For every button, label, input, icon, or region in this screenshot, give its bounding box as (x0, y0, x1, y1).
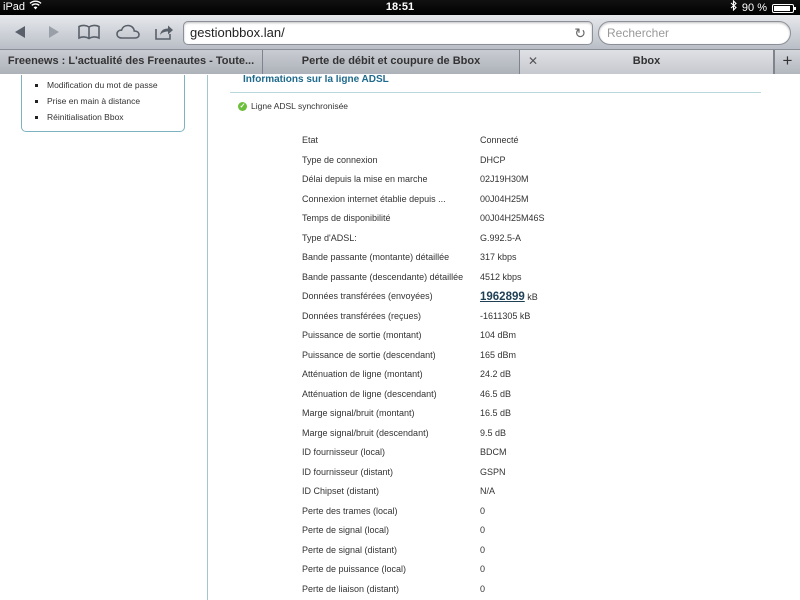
info-label: Bande passante (descendante) détaillée (302, 271, 464, 282)
info-label: Perte de signal (distant) (302, 544, 398, 555)
new-tab-button[interactable]: + (774, 50, 800, 74)
info-label: Type d'ADSL: (302, 232, 357, 243)
sync-status (238, 101, 348, 111)
forward-icon[interactable] (42, 19, 66, 45)
tab-bar (0, 50, 800, 74)
info-value: 24.2 dB (480, 369, 512, 379)
info-label: Type de connexion (302, 154, 378, 165)
info-label: Puissance de sortie (descendant) (302, 349, 436, 360)
info-value: 16.5 dB (480, 408, 512, 418)
info-label: ID fournisseur (local) (302, 447, 386, 457)
search-input[interactable] (598, 21, 791, 45)
info-value: 165 dBm (480, 349, 517, 360)
info-label: Etat (302, 135, 319, 145)
info-label: ID Chipset (distant) (302, 486, 380, 496)
sidebar-item-password[interactable]: Modification du mot de passe (22, 77, 184, 93)
sent-bytes-value: 1962899 (480, 291, 525, 303)
info-label: Délai depuis la mise en marche (302, 174, 428, 184)
battery-level (774, 6, 790, 11)
info-value: 4512 kbps (480, 271, 522, 282)
check-icon: ✓ (239, 102, 246, 110)
web-content (0, 75, 800, 600)
reload-icon[interactable]: ↻ (574, 25, 586, 41)
tab-perte-debit[interactable] (263, 50, 520, 74)
info-label: Puissance de sortie (montant) (302, 330, 422, 340)
device-name: iPad (3, 1, 26, 13)
battery-percent: 90 % (741, 1, 767, 14)
bluetooth-icon (730, 0, 737, 16)
info-value: -1611305 kB (480, 310, 531, 321)
info-value: 104 dBm (480, 330, 517, 340)
tab-freenews[interactable] (0, 50, 263, 74)
info-label: Perte de signal (local) (302, 525, 390, 535)
section-divider (230, 92, 761, 93)
info-label: ID fournisseur (distant) (302, 466, 394, 477)
sent-bytes-unit: kB (527, 292, 538, 302)
sync-status-text: Ligne ADSL synchronisée (251, 101, 349, 111)
sidebar-item-reset[interactable]: Réinitialisation Bbox (22, 109, 184, 125)
info-value: G.992.5-A (480, 232, 522, 243)
info-value: 0 (480, 525, 486, 535)
info-value: 46.5 dB (480, 388, 512, 399)
info-value: Connecté (480, 135, 519, 145)
info-value: 0 (480, 505, 486, 516)
info-label: Données transférées (reçues) (302, 310, 422, 321)
info-value: 0 (480, 544, 486, 555)
tab-bbox[interactable] (520, 50, 774, 74)
info-value (480, 291, 538, 303)
adsl-info-panel (207, 75, 760, 600)
info-label: Données transférées (envoyées) (302, 291, 433, 301)
clock: 18:51 (385, 1, 415, 13)
search-placeholder: Rechercher (607, 26, 670, 40)
info-value: 0 (480, 564, 486, 574)
battery-icon (772, 4, 794, 13)
share-icon[interactable] (152, 19, 176, 45)
address-bar[interactable] (183, 21, 593, 45)
info-value: 9.5 dB (480, 427, 507, 438)
info-value: 00J04H25M46S (480, 213, 545, 223)
section-title: Informations sur la ligne ADSL (243, 75, 389, 85)
info-label: Perte de liaison (distant) (302, 583, 400, 594)
info-value: BDCM (480, 447, 507, 457)
address-bar-url: gestionbbox.lan/ (190, 25, 285, 40)
sidebar-menu (21, 75, 185, 132)
tab-label: Perte de débit et coupure de Bbox (301, 55, 481, 67)
bookmarks-icon[interactable] (76, 19, 102, 45)
tab-label: Bbox (632, 55, 661, 67)
info-value: DHCP (480, 154, 506, 165)
info-label: Perte des trames (local) (302, 505, 398, 516)
icloud-tabs-icon[interactable] (114, 19, 142, 45)
info-value: N/A (480, 486, 496, 496)
info-label: Marge signal/bruit (montant) (302, 408, 415, 418)
info-value: 0 (480, 583, 486, 594)
browser-toolbar (0, 15, 800, 50)
info-value: GSPN (480, 466, 506, 477)
info-label: Atténuation de ligne (descendant) (302, 388, 437, 399)
close-tab-icon[interactable]: ✕ (528, 54, 539, 68)
info-label: Marge signal/bruit (descendant) (302, 427, 429, 438)
info-label: Temps de disponibilité (302, 213, 391, 223)
info-value: 02J19H30M (480, 174, 529, 184)
info-value: 317 kbps (480, 252, 517, 262)
back-icon[interactable] (8, 19, 32, 45)
info-label: Connexion internet établie depuis ... (302, 193, 446, 204)
tab-label: Freenews : L'actualité des Freenautes - Toute... (7, 55, 255, 67)
info-label: Bande passante (montante) détaillée (302, 252, 450, 262)
info-value: 00J04H25M (480, 193, 529, 204)
sidebar-item-remote-control[interactable]: Prise en main à distance (22, 93, 184, 109)
info-label: Perte de puissance (local) (302, 564, 407, 574)
info-label: Atténuation de ligne (montant) (302, 369, 423, 379)
status-bar (0, 0, 800, 15)
